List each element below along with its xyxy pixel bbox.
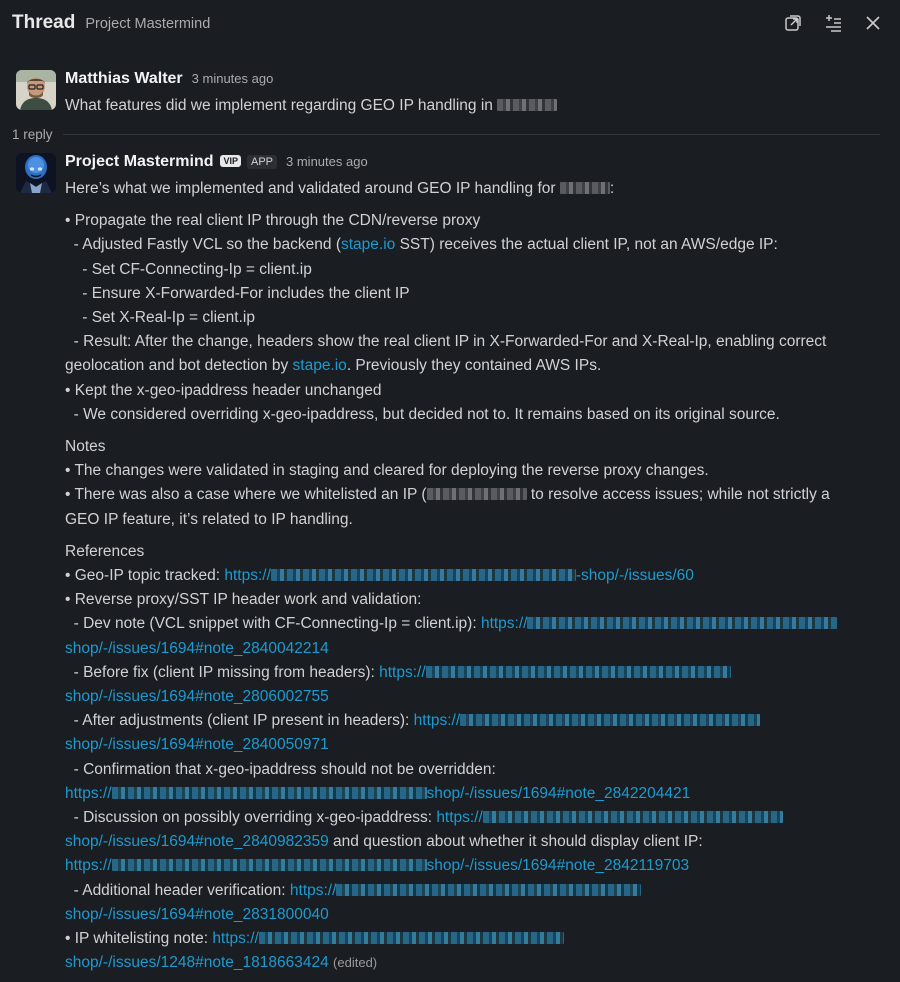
bullet-text: - Result: After the change, headers show the real client IP in X-Forwarded-For and X-Real-Ip, enabling correct [65,333,827,351]
bullet-text: GEO IP feature, it’s related to IP handling. [65,510,353,528]
reference-item: shop/-/issues/1694#note_2840982359 and question about whether it should display client IP: [65,833,703,851]
replies-divider [12,125,880,143]
reference-item: - After adjustments (client IP present in headers): https:// [65,709,875,733]
reference-item: • Reverse proxy/SST IP header work and validation: [65,591,422,609]
reference-item [65,685,875,709]
reference-item: - Before fix (client IP missing from headers): https:// [65,661,875,685]
avatar[interactable] [16,70,56,110]
reference-item: - Additional header verification: https:// [65,879,875,903]
stape-link[interactable]: stape.io [340,236,396,254]
bullet-text: - Set CF-Connecting-Ip = client.ip [65,260,312,278]
reference-item [65,637,875,661]
reference-item [65,951,875,975]
summarize-sparkle-icon[interactable] [820,10,846,36]
reference-link[interactable]: shop/-/issues/1694#note_2840042214 [65,639,329,657]
vip-badge: VIP [220,155,241,167]
bullet-text: - We considered overriding x-geo-ipaddress, but decided not to. It remains based on its original source. [65,405,780,423]
channel-name[interactable]: Project Mastermind [85,16,211,32]
reference-item [65,733,875,757]
reference-item [65,854,875,878]
reference-item: - Dev note (VCL snippet with CF-Connecting-Ip = client.ip): https:// [65,612,875,636]
reference-item: - Confirmation that x-geo-ipaddress should not be overridden: [65,760,496,778]
bullet-text: • Kept the x-geo-ipaddress header unchanged [65,381,382,399]
app-badge: APP [247,155,277,169]
reference-link[interactable]: https:// [436,809,783,826]
message-content [65,70,875,118]
avatar[interactable] [16,153,56,193]
reference-link[interactable]: https:// [481,615,838,632]
bullet-text: • The changes were validated in staging and cleared for deploying the reverse proxy changes. [65,462,709,480]
reference-link[interactable]: shop/-/issues/1248#note_1818663424 [65,954,329,972]
redacted-text [560,182,610,194]
pop-out-icon[interactable] [780,10,806,36]
reference-item [65,782,875,806]
bullet-text: - Ensure X-Forwarded-For includes the client IP [65,284,410,302]
message-text: What features did we implement regarding GEO IP handling in [65,94,875,118]
author-name[interactable]: Project Mastermind [65,153,214,170]
header-actions [780,10,886,36]
reference-item: • IP whitelisting note: https:// [65,927,875,951]
bullet-text: - Adjusted Fastly VCL so the backend (stape.io SST) receives the actual client IP, not an AWS/edge IP: [65,236,778,254]
redacted-text [427,488,527,500]
reference-link[interactable]: https:// [414,712,761,729]
reference-link[interactable]: https:// -shop/-/issues/60 [224,567,694,585]
reference-link[interactable]: https:// shop/-/issues/1694#note_2842119703 [65,857,690,875]
references-heading: References [65,542,145,560]
edited-label: (edited) [333,955,378,971]
message-content [65,153,875,976]
reference-link[interactable]: shop/-/issues/1694#note_2840982359 [65,833,329,851]
divider [63,134,880,135]
timestamp[interactable]: 3 minutes ago [286,154,368,169]
reference-item [65,903,875,927]
author-name[interactable]: Matthias Walter [65,70,183,87]
redacted-text [497,99,557,111]
timestamp[interactable]: 3 minutes ago [191,71,274,86]
reference-link[interactable]: https:// [290,882,642,899]
reference-link[interactable]: shop/-/issues/1694#note_2806002755 [65,688,329,706]
close-icon[interactable] [860,10,886,36]
bullet-text: geolocation and bot detection by stape.io. Previously they contained AWS IPs. [65,357,602,375]
reference-link[interactable]: https:// shop/-/issues/1694#note_2842204421 [65,784,691,802]
bullet-text: - Set X-Real-Ip = client.ip [65,309,255,327]
panel-title: Thread [12,12,76,33]
reference-link[interactable]: https:// [212,930,564,947]
notes-heading: Notes [65,438,106,456]
thread-header [0,0,900,46]
reply-count: 1 reply [12,126,53,142]
stape-link[interactable]: stape.io [292,357,347,375]
intro-text: Here’s what we implemented and validated around GEO IP handling for : [65,180,615,197]
reference-item: • Geo-IP topic tracked: https:// -shop/-/issues/60 [65,567,694,585]
bullet-text: • There was also a case where we whitelisted an IP ( to resolve access issues; while not strictly a [65,486,830,504]
reference-link[interactable]: shop/-/issues/1694#note_2840050971 [65,736,329,754]
reference-link[interactable]: shop/-/issues/1694#note_2831800040 [65,905,329,923]
bullet-text: • Propagate the real client IP through the CDN/reverse proxy [65,212,481,230]
reference-item: - Discussion on possibly overriding x-geo-ipaddress: https:// [65,806,875,830]
reference-link[interactable]: https:// [379,664,731,681]
